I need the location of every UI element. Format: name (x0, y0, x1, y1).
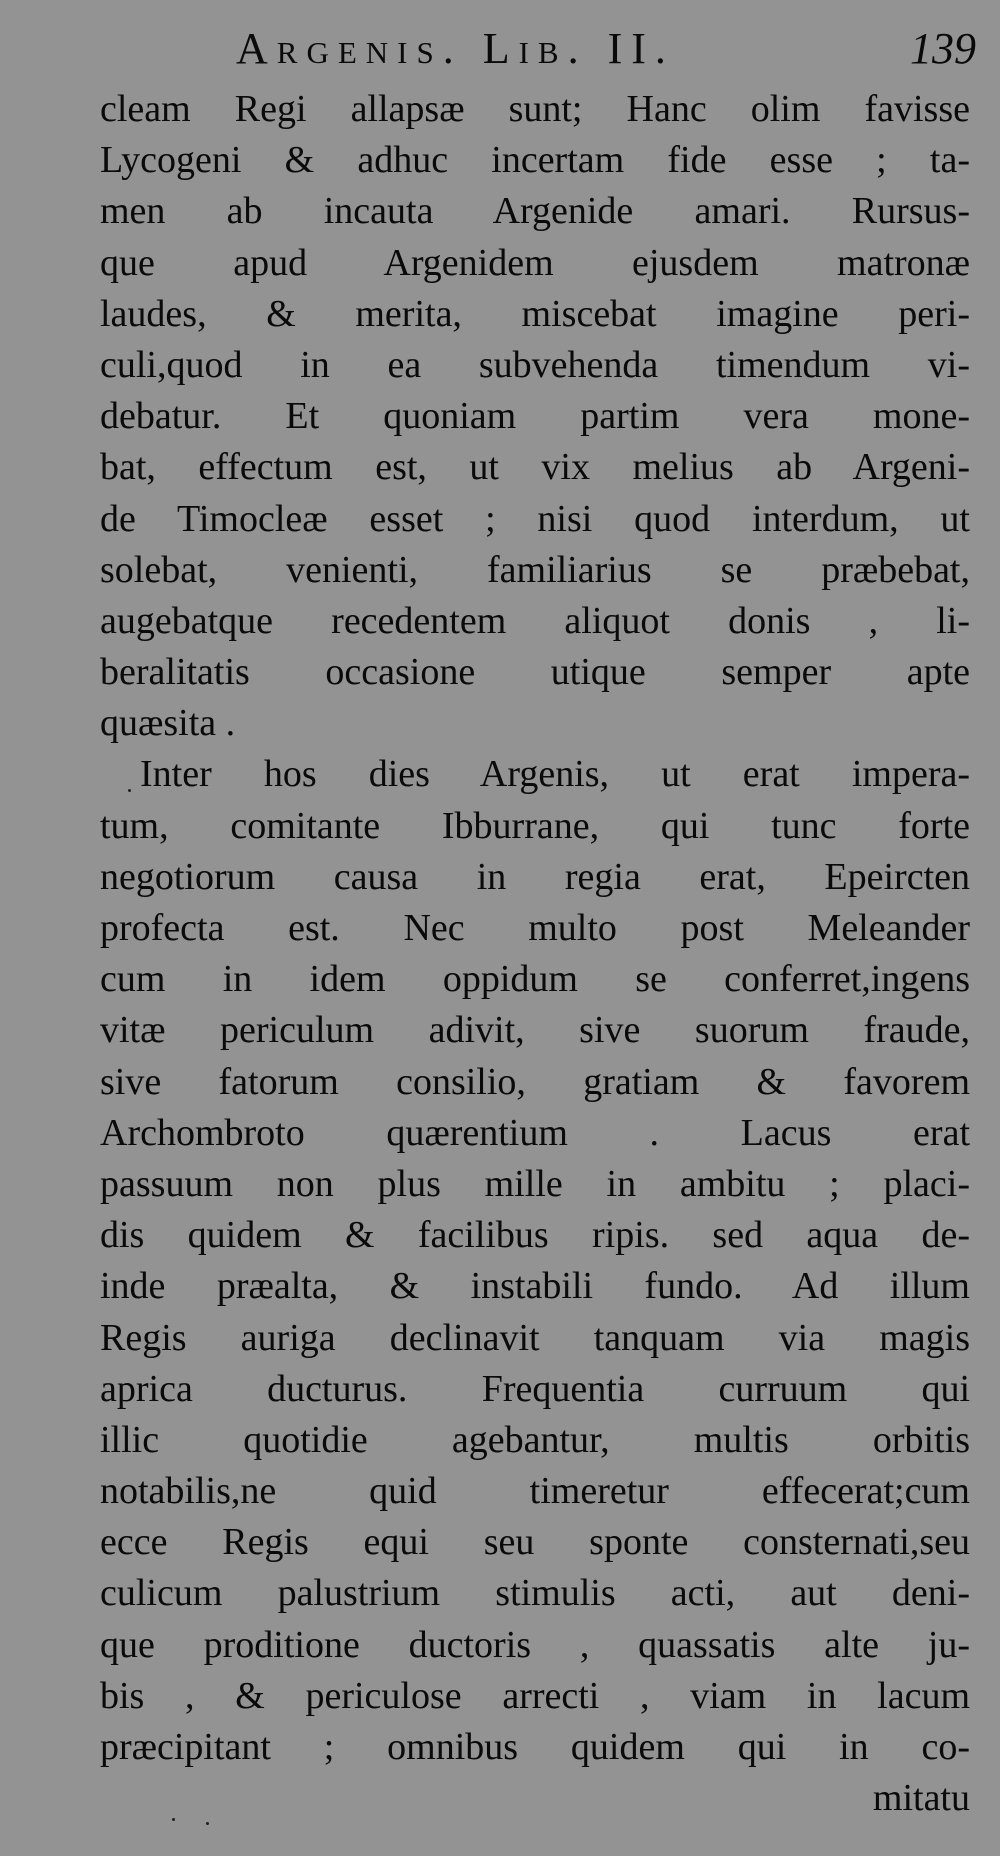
text-line: bis , & periculose arrecti , viam in lacum (100, 1674, 970, 1717)
paragraph-end-line: quæsita . (100, 702, 236, 745)
text-line: que proditione ductoris , quassatis alte ju- (100, 1623, 970, 1666)
ink-speck (206, 1822, 209, 1825)
text-line: cleam Regi allapsæ sunt; Hanc olim favisse (100, 88, 970, 130)
text-line: præcipitant ; omnibus quidem qui in co- (100, 1726, 970, 1768)
text-line: notabilis,ne quid timeretur effecerat;cum (100, 1470, 970, 1513)
text-line: laudes, & merita, miscebat imagine peri- (100, 292, 970, 335)
page-header (236, 18, 976, 80)
text-line: que apud Argenidem ejusdem matronæ (100, 241, 970, 284)
text-line: culi,quod in ea subvehenda timendum vi- (100, 343, 970, 386)
body-text (100, 84, 970, 1824)
text-line: de Timocleæ esset ; nisi quod interdum, ut (100, 497, 970, 540)
text-line: ecce Regis equi seu sponte consternati,seu (100, 1521, 970, 1564)
text-line: culicum palustrium stimulis acti, aut deni- (100, 1572, 970, 1615)
catchword: mitatu (872, 1777, 970, 1820)
text-line: illic quotidie agebantur, multis orbitis (100, 1418, 970, 1461)
text-line: vitæ periculum adivit, sive suorum fraude, (100, 1009, 970, 1052)
text-line: dis quidem & facilibus ripis. sed aqua de- (100, 1214, 970, 1257)
text-line: men ab incauta Argenide amari. Rursus- (100, 190, 970, 233)
text-line: inde præalta, & instabili fundo. Ad illum (100, 1265, 970, 1308)
ink-speck (128, 789, 131, 792)
text-line: augebatque recedentem aliquot donis , li- (100, 599, 970, 642)
text-line: negotiorum causa in regia erat, Epeircten (100, 855, 970, 898)
text-line: beralitatis occasione utique semper apte (100, 651, 970, 694)
text-line: solebat, venienti, familiarius se præbebat, (100, 548, 970, 591)
page-number: 139 (910, 24, 976, 73)
text-line: passuum non plus mille in ambitu ; placi- (100, 1162, 970, 1205)
paragraph-start-line: Inter hos dies Argenis, ut erat impera- (140, 753, 970, 796)
text-line: Archombroto quærentium . Lacus erat (100, 1111, 970, 1154)
text-line: cum in idem oppidum se conferret,ingens (100, 958, 970, 1001)
text-line: sive fatorum consilio, gratiam & favorem (100, 1060, 970, 1103)
text-line: Lycogeni & adhuc incertam fide esse ; ta- (100, 139, 970, 182)
text-line: profecta est. Nec multo post Meleander (100, 907, 970, 949)
text-line: Regis auriga declinavit tanquam via magis (100, 1316, 970, 1359)
text-line: tum, comitante Ibburrane, qui tunc forte (100, 804, 970, 847)
ink-speck (172, 1818, 175, 1821)
text-line: aprica ducturus. Frequentia curruum qui (100, 1367, 970, 1410)
text-line: debatur. Et quoniam partim vera mone- (100, 395, 970, 438)
text-line: bat, effectum est, ut vix melius ab Argeni- (100, 446, 970, 489)
running-title: Argenis. Lib. II. (236, 24, 675, 73)
